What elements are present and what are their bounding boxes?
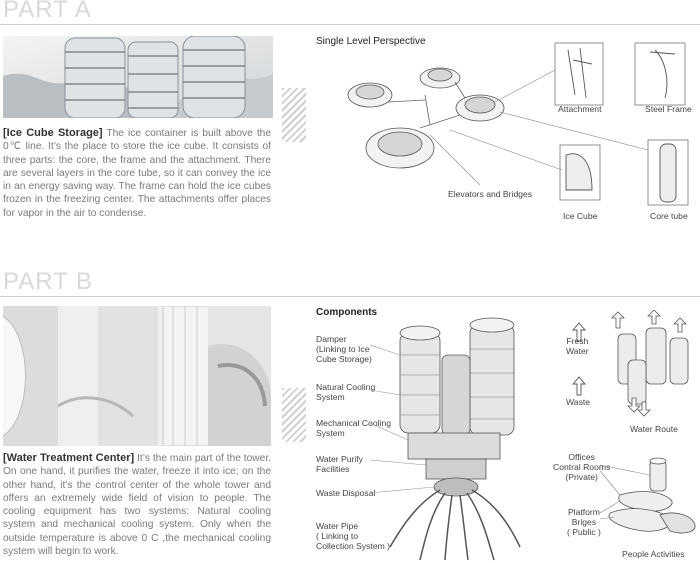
part-a-rule [0,24,700,25]
label-people-activities: People Activities [622,549,685,559]
people-activities-drawing [600,455,700,545]
part-b-rule [0,296,700,297]
label-fresh-water: Fresh Water [566,336,589,356]
components-title: Components [316,307,378,318]
part-b-hatch [282,388,306,442]
label-platform: Platform Briges ( Public ) [567,507,601,537]
component-waste-disposal: Waste Disposal [316,488,376,498]
label-core-tube: Core tube [650,211,688,221]
component-damper: Damper (Linking to Ice Cube Storage) [316,334,372,364]
label-waste: Waste [566,397,591,407]
part-a-hatch [282,88,306,142]
part-a-description [3,127,271,220]
tower-components-drawing [370,315,540,563]
label-ice-cube: Ice Cube [563,211,598,221]
component-water-pipe: Water Pipe ( Linking to Collection System ) [316,521,391,551]
single-level-perspective-diagram [330,40,700,230]
single-level-title: Single Level Perspective [316,36,426,47]
part-a-title: PART A [3,0,92,23]
label-offices: Offices Contral Rooms (Private) [553,452,611,482]
part-b-description [3,452,271,558]
water-treatment-photo [3,306,271,446]
water-route-drawing [598,310,698,420]
component-natural-cooling: Natural Cooling System [316,382,376,402]
label-attachment: Attachment [558,104,602,114]
ice-cube-storage-photo [3,36,273,118]
waste-arrow [572,376,586,396]
component-mechanical-cooling: Mechanical Cooling System [316,418,391,438]
component-water-purify: Water Purify Facilities [316,454,363,474]
part-a-lead: [Ice Cube Storage] [3,127,103,139]
part-b-body: It’s the main part of the tower. On one hand, it purifies the water, freeze it into ice; on the other hand, it’s the control center of the whole tower and offers an extremely wide field of vision to people. The cooling equipment has two systems: Natural cooling system and mechanical cooling system. Only when the outside temperature is above 0 C ,the mechanical cooling system will begin to work. [3,453,271,558]
label-elevators-bridges: Elevators and Bridges [448,189,533,199]
part-b-title: PART B [3,268,94,295]
part-b-lead: [Water Treatment Center] [3,452,135,464]
label-steel-frame: Steel Frame [645,104,692,114]
label-water-route: Water Route [630,424,678,434]
part-a-body: The ice container is built above the 0℃ line. It’s the place to store the ice cube. It consists of three parts: the core, the frame and the attachment. There are several layers in the core tube, so it can convey the ice in an energy saving way. The frame can hold the ice cubes frozen in the freezing center. The attachments offer places for vapor in the air to condense. [3,128,271,219]
